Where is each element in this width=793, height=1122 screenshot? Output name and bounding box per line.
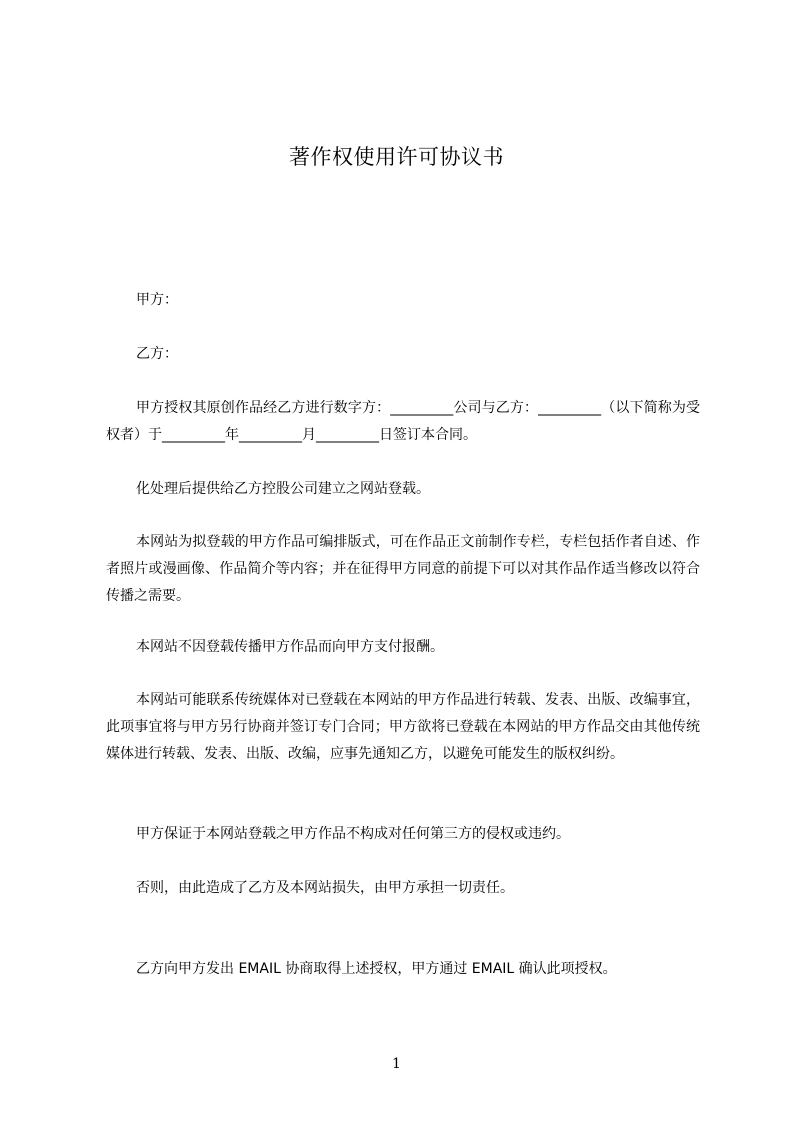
paragraph-warranty: 甲方保证于本网站登载之甲方作品不构成对任何第三方的侵权或违约。: [136, 826, 570, 842]
paragraph-liability: 否则，由此造成了乙方及本网站损失，由甲方承担一切责任。: [136, 880, 514, 896]
paragraph-authorization: 甲方授权其原创作品经乙方进行数字方：_________公司与乙方：_________（以下简称为受权者）于_________年_________月_________日签订本合同。: [106, 400, 700, 443]
party-a-line: 甲方：: [136, 292, 178, 308]
paragraph-digitization: 化处理后提供给乙方控股公司建立之网站登载。: [136, 481, 430, 497]
paragraph-email-confirmation: 乙方向甲方发出 EMAIL 协商取得上述授权，甲方通过 EMAIL 确认此项授权。: [136, 961, 617, 977]
paragraph-no-remuneration: 本网站不因登载传播甲方作品而向甲方支付报酬。: [136, 639, 444, 655]
page-number: 1: [392, 1056, 401, 1072]
paragraph-layout-editing: 本网站为拟登载的甲方作品可编排版式，可在作品正文前制作专栏，专栏包括作者自述、作者照片或漫画像、作品简介等内容；并在征得甲方同意的前提下可以对其作品作适当修改以符合传播之需要。: [106, 534, 700, 604]
document-title: 著作权使用许可协议书: [289, 145, 504, 169]
party-b-line: 乙方：: [136, 346, 178, 362]
paragraph-traditional-media: 本网站可能联系传统媒体对已登载在本网站的甲方作品进行转载、发表、出版、改编事宜，此项事宜将与甲方另行协商并签订专门合同；甲方欲将已登载在本网站的甲方作品交由其他传统媒体进行转载、发表、出版、改编，应事先通知乙方，以避免可能发生的版权纠纷。: [106, 692, 700, 762]
